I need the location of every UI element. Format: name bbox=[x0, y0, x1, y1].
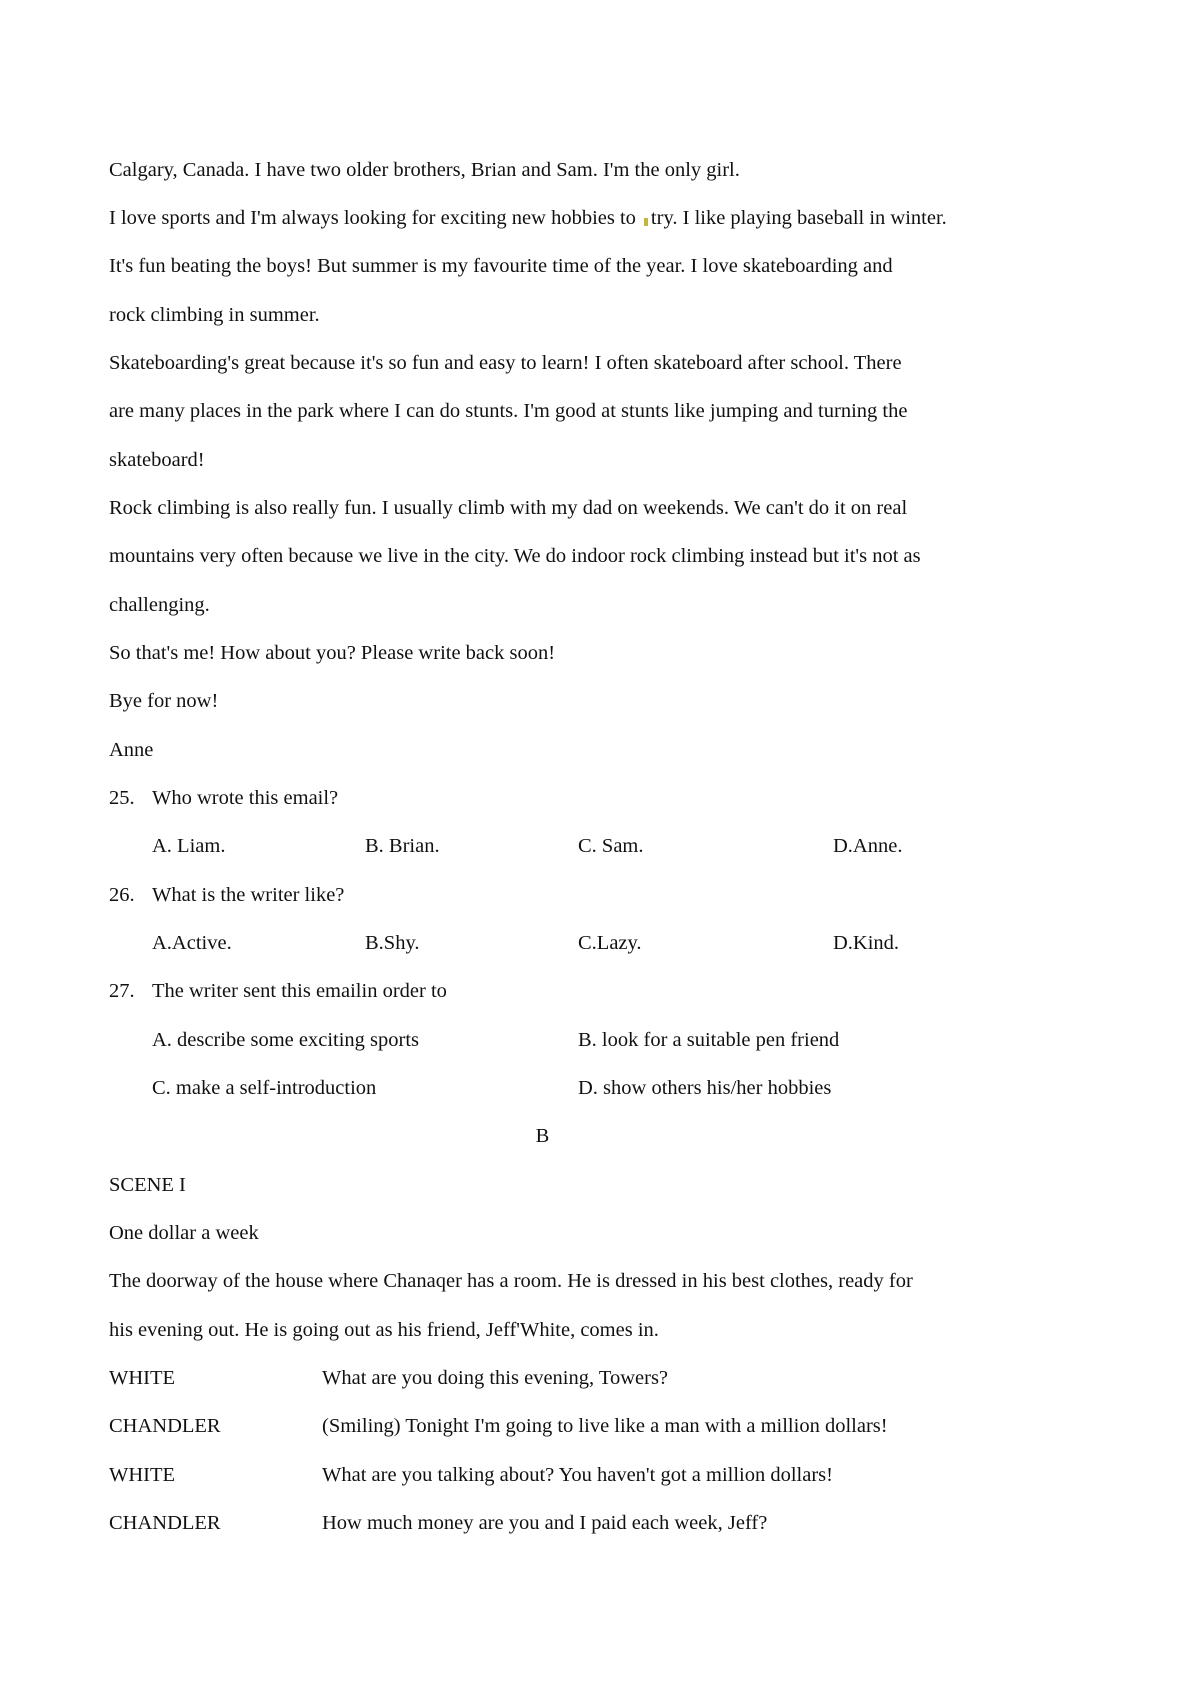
highlight-mark-icon bbox=[644, 218, 648, 226]
question-25-number: 25. bbox=[109, 787, 135, 809]
question-26-option-a: A.Active. bbox=[152, 932, 232, 954]
email-line-3: It's fun beating the boys! But summer is my favourite time of the year. I love skateboarding and bbox=[109, 255, 893, 277]
email-line-2 bbox=[109, 205, 947, 231]
dialogue-speaker: WHITE bbox=[109, 1464, 176, 1486]
email-line-8: Rock climbing is also really fun. I usually climb with my dad on weekends. We can't do it on real bbox=[109, 497, 908, 519]
scene-title: One dollar a week bbox=[109, 1222, 259, 1244]
email-line-2-part-a: I love sports and I'm always looking for exciting new hobbies to bbox=[109, 207, 636, 229]
question-27-option-a: A. describe some exciting sports bbox=[152, 1029, 420, 1051]
email-line-7: skateboard! bbox=[109, 449, 205, 471]
question-27-option-d: D. show others his/her hobbies bbox=[578, 1077, 832, 1099]
email-line-1: Calgary, Canada. I have two older brothers, Brian and Sam. I'm the only girl. bbox=[109, 159, 740, 181]
email-line-12: Bye for now! bbox=[109, 690, 219, 712]
section-b-heading: B bbox=[535, 1125, 550, 1147]
email-line-2-part-b: try. I like playing baseball in winter. bbox=[650, 207, 947, 229]
email-line-10: challenging. bbox=[109, 594, 210, 616]
dialogue-line: What are you talking about? You haven't got a million dollars! bbox=[322, 1464, 833, 1486]
question-25-text: Who wrote this email? bbox=[152, 787, 339, 809]
dialogue-line: (Smiling) Tonight I'm going to live like a man with a million dollars! bbox=[322, 1415, 888, 1437]
email-signature: Anne bbox=[109, 739, 154, 761]
dialogue-speaker: WHITE bbox=[109, 1367, 176, 1389]
dialogue-line: How much money are you and I paid each week, Jeff? bbox=[322, 1512, 768, 1534]
question-26-option-d: D.Kind. bbox=[833, 932, 900, 954]
email-line-4: rock climbing in summer. bbox=[109, 304, 320, 326]
question-26-number: 26. bbox=[109, 884, 135, 906]
dialogue-speaker: CHANDLER bbox=[109, 1512, 221, 1534]
email-line-6: are many places in the park where I can do stunts. I'm good at stunts like jumping and turning the bbox=[109, 400, 908, 422]
dialogue-line: What are you doing this evening, Towers? bbox=[322, 1367, 669, 1389]
question-25-option-b: B. Brian. bbox=[365, 835, 440, 857]
scene-intro-line-2: his evening out. He is going out as his friend, Jeff'White, comes in. bbox=[109, 1319, 659, 1341]
question-25-option-a: A. Liam. bbox=[152, 835, 226, 857]
question-26-option-b: B.Shy. bbox=[365, 932, 420, 954]
question-25-option-d: D.Anne. bbox=[833, 835, 903, 857]
scene-intro-line-1: The doorway of the house where Chanaqer has a room. He is dressed in his best clothes, ready for bbox=[109, 1270, 913, 1292]
question-27-text: The writer sent this emailin order to bbox=[152, 980, 447, 1002]
email-line-9: mountains very often because we live in the city. We do indoor rock climbing instead but it's not as bbox=[109, 545, 921, 567]
scene-heading: SCENE I bbox=[109, 1174, 186, 1196]
email-line-5: Skateboarding's great because it's so fun and easy to learn! I often skateboard after school. There bbox=[109, 352, 902, 374]
dialogue-speaker: CHANDLER bbox=[109, 1415, 221, 1437]
question-27-option-c: C. make a self-introduction bbox=[152, 1077, 377, 1099]
question-26-text: What is the writer like? bbox=[152, 884, 345, 906]
question-26-option-c: C.Lazy. bbox=[578, 932, 642, 954]
email-line-11: So that's me! How about you? Please write back soon! bbox=[109, 642, 556, 664]
question-27-option-b: B. look for a suitable pen friend bbox=[578, 1029, 840, 1051]
question-25-option-c: C. Sam. bbox=[578, 835, 644, 857]
question-27-number: 27. bbox=[109, 980, 135, 1002]
